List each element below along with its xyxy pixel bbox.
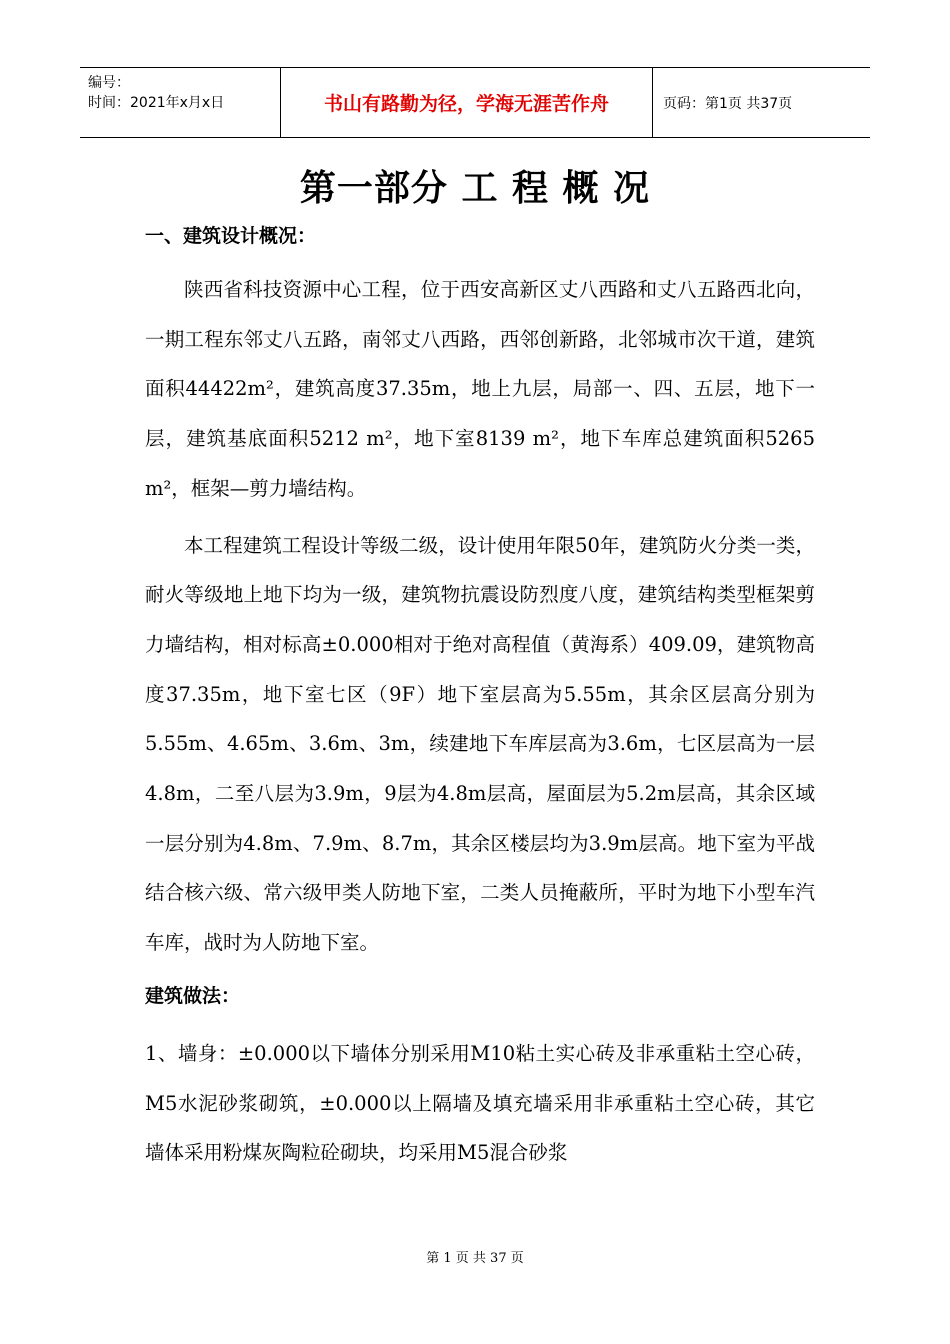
document-title: 第一部分 工 程 概 况	[299, 168, 651, 209]
document-header	[80, 67, 870, 138]
paragraph: 1、墙身：±0.000以下墙体分别采用M10粘土实心砖及非承重粘土空心砖，M5水泥砂浆砌筑，±0.000以上隔墙及填充墙采用非承重粘土空心砖，其它墙体采用粉煤灰陶粒砼砌块，均采用M5混合砂浆	[145, 1041, 815, 1165]
document-time: 时间：2021年x月x日	[88, 95, 225, 111]
paragraph: 陕西省科技资源中心工程，位于西安高新区丈八西路和丈八五路西北向，一期工程东邻丈八五路，南邻丈八西路，西邻创新路，北邻城市次干道，建筑面积44422m²，建筑高度37.35m，地上九层，局部一、四、五层，地下一层，建筑基底面积5212 m²，地下室8139 m²，地下车库总建筑面积5265 m²，框架—剪力墙结构。	[145, 278, 815, 500]
page-footer: 第 1 页 共 37 页	[426, 1251, 524, 1266]
header-meta	[80, 68, 281, 137]
section-heading-design-overview: 一、建筑设计概况：	[145, 225, 317, 247]
paragraph: 本工程建筑工程设计等级二级，设计使用年限50年，建筑防火分类一类，耐火等级地上地下均为一级，建筑物抗震设防烈度八度，建筑结构类型框架剪力墙结构，相对标高±0.000相对于绝对高程值（黄海系）409.09，建筑物高度37.35m，地下室七区（9F）地下室层高为5.55m，其余区层高分别为5.55m、4.65m、3.6m、3m，续建地下车库层高为3.6m，七区层高为一层4.8m，二至八层为3.9m，9层为4.8m层高，屋面层为5.2m层高，其余区域一层分别为4.8m、7.9m、8.7m，其余区楼层均为3.9m层高。地下室为平战结合核六级、常六级甲类人防地下室，二类人员掩蔽所，平时为地下小型车汽车库，战时为人防地下室。	[145, 533, 815, 955]
document-number-label: 编号：	[88, 75, 130, 91]
header-motto: 书山有路勤为径，学海无涯苦作舟	[281, 68, 653, 137]
header-page-info: 页码：第1页 共37页	[663, 95, 793, 112]
document-body	[145, 218, 815, 1178]
section-heading-construction-methods: 建筑做法：	[145, 984, 241, 1007]
